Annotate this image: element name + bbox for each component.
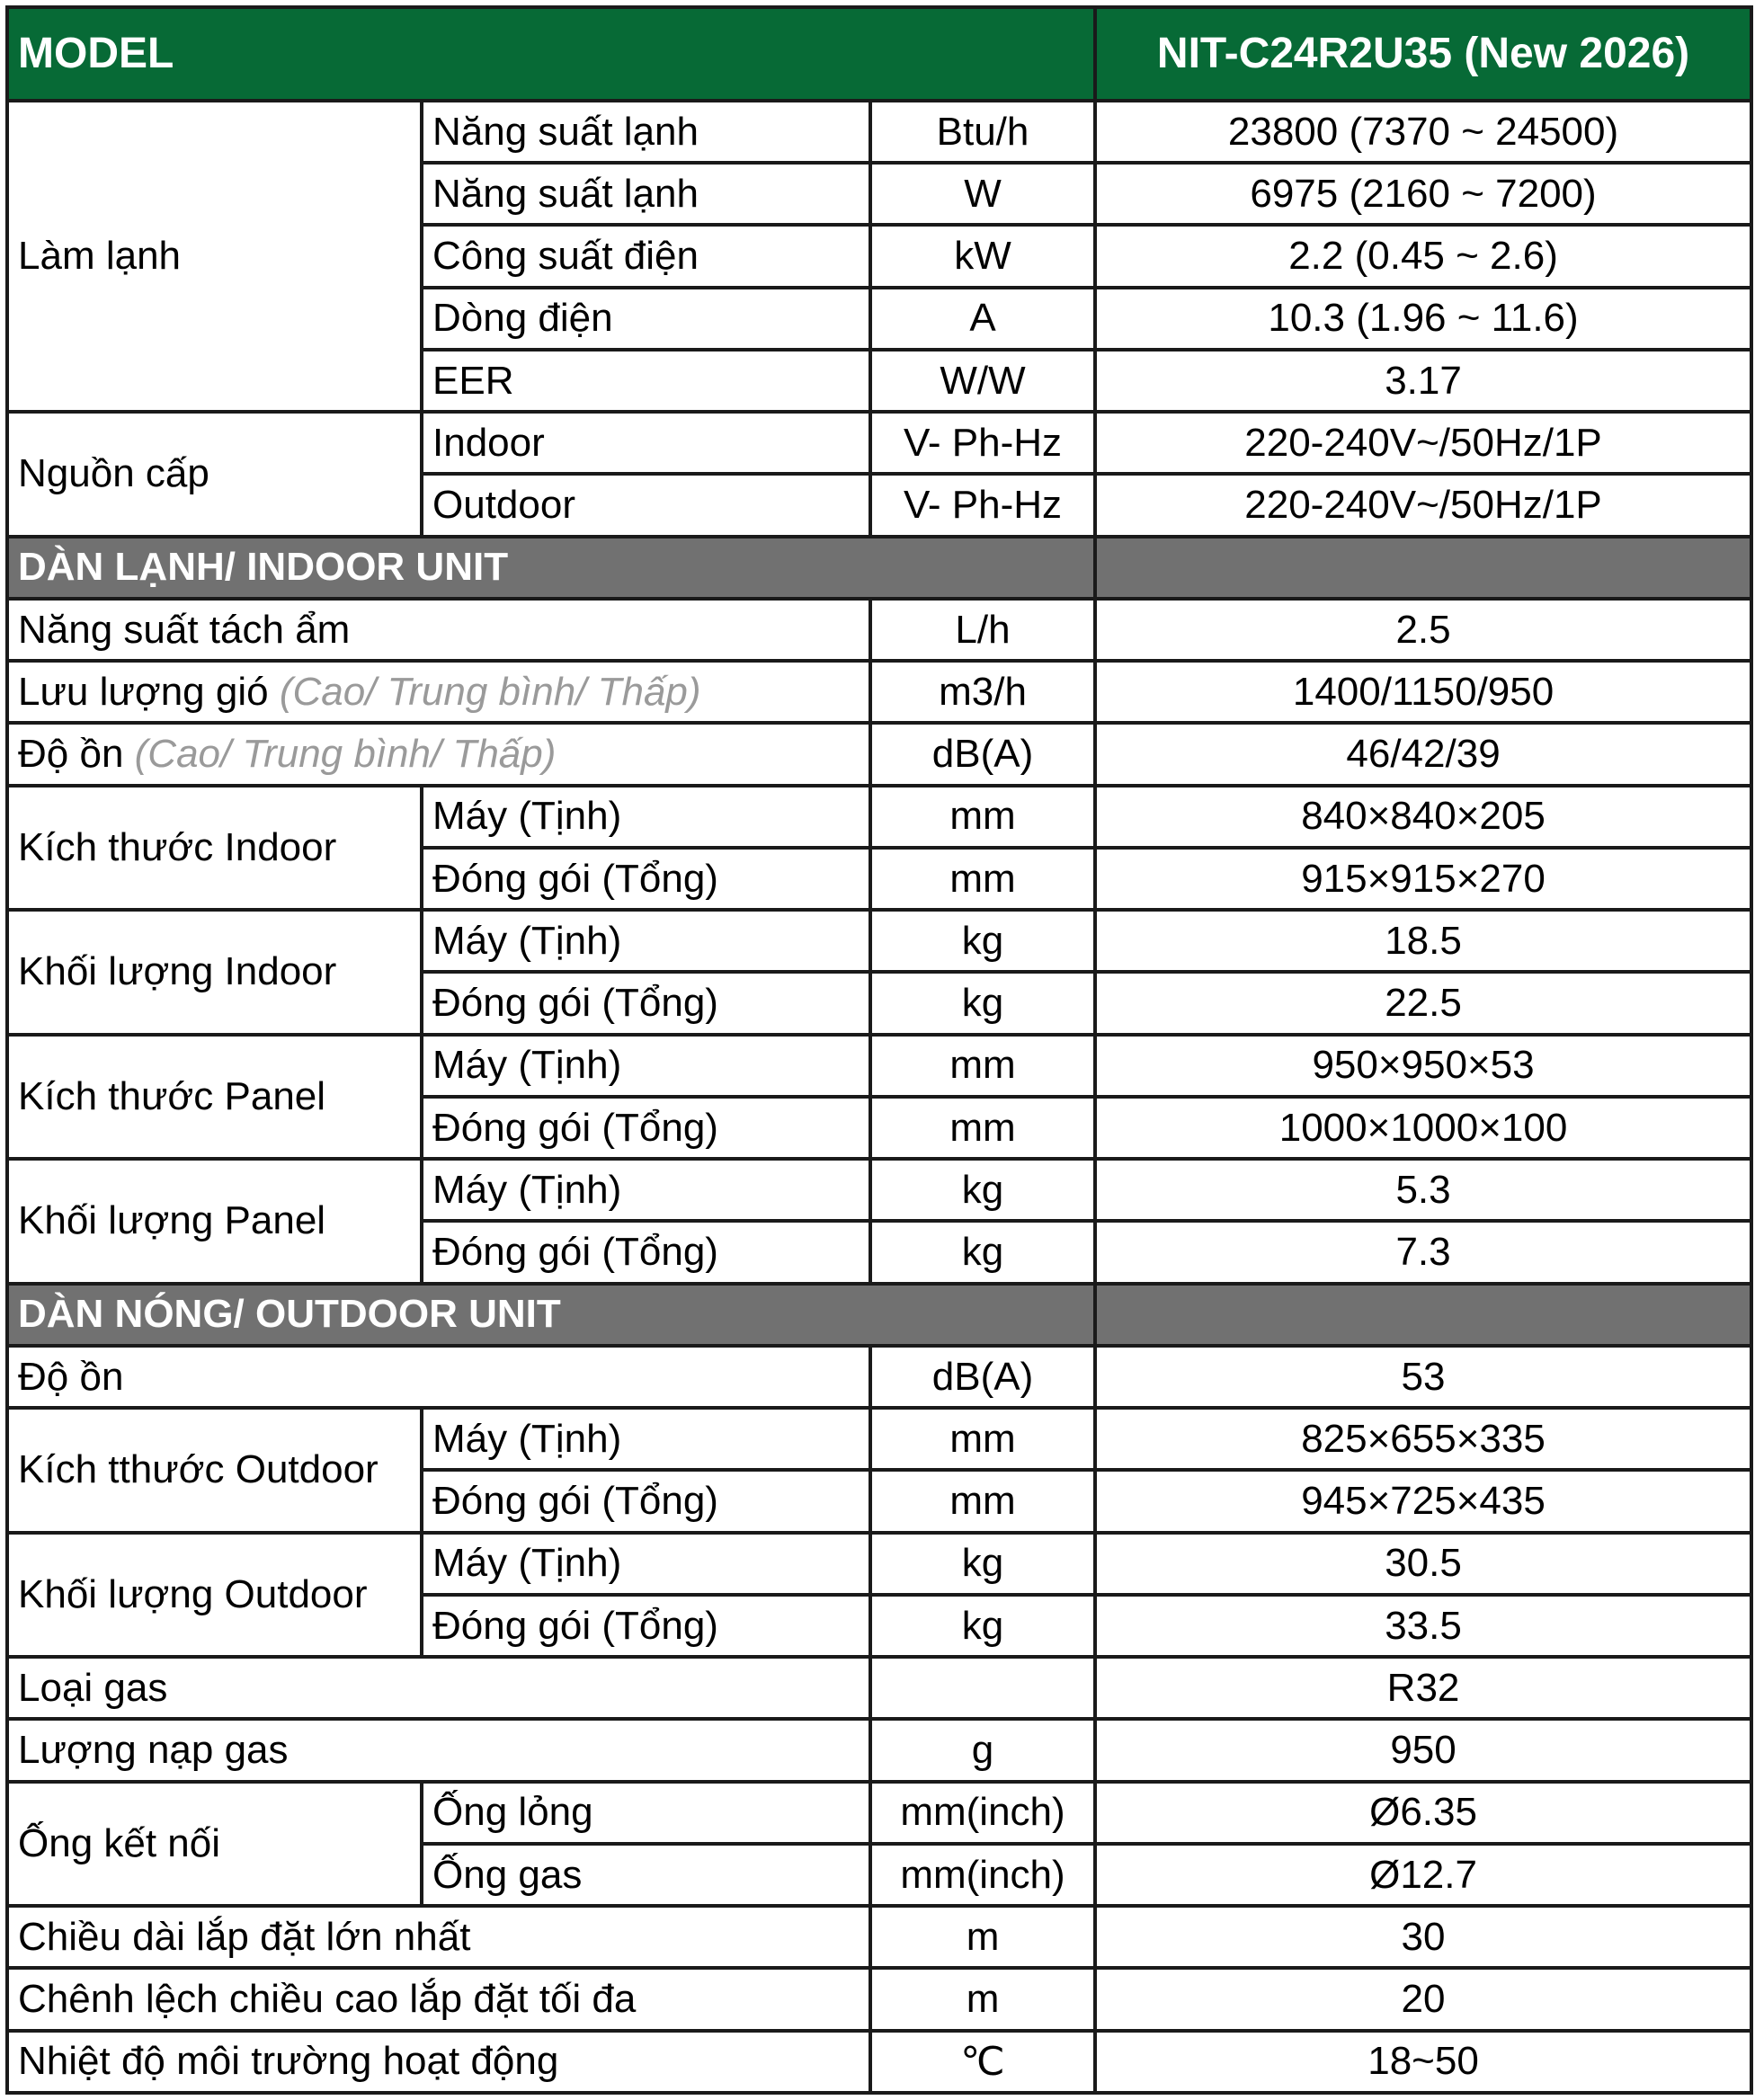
spec-value: 2.2 (0.45 ~ 2.6) (1095, 225, 1751, 287)
spec-label: EER (422, 350, 870, 412)
spec-label: Năng suất lạnh (422, 101, 870, 163)
section-blank-cell (1095, 1284, 1751, 1346)
spec-unit: kg (870, 1159, 1095, 1221)
spec-value: 18~50 (1095, 2031, 1751, 2093)
spec-row (7, 2031, 1751, 2093)
spec-value: 825×655×335 (1095, 1408, 1751, 1470)
spec-value: 5.3 (1095, 1159, 1751, 1221)
group-label-weight-indoor: Khối lượng Indoor (7, 910, 422, 1035)
spec-unit: Btu/h (870, 101, 1095, 163)
spec-label: Chênh lệch chiều cao lắp đặt tối đa (7, 1968, 870, 2030)
spec-row (7, 599, 1751, 661)
section-header-outdoor (7, 1284, 1751, 1346)
spec-value: 1400/1150/950 (1095, 661, 1751, 723)
spec-row (7, 1346, 1751, 1408)
spec-row (7, 1782, 1751, 1844)
section-header-indoor (7, 537, 1751, 599)
spec-row (7, 1968, 1751, 2030)
spec-value: 915×915×270 (1095, 848, 1751, 910)
spec-value: 18.5 (1095, 910, 1751, 972)
spec-label: Đóng gói (Tổng) (422, 848, 870, 910)
spec-row (7, 910, 1751, 972)
spec-unit: kg (870, 972, 1095, 1034)
spec-label: Đóng gói (Tổng) (422, 1470, 870, 1532)
spec-unit: mm (870, 786, 1095, 848)
spec-value: 53 (1095, 1346, 1751, 1408)
spec-label: Đóng gói (Tổng) (422, 972, 870, 1034)
spec-row (7, 1408, 1751, 1470)
group-label-size-panel: Kích thước Panel (7, 1035, 422, 1160)
spec-row (7, 1719, 1751, 1781)
spec-unit: m3/h (870, 661, 1095, 723)
spec-label: Máy (Tịnh) (422, 786, 870, 848)
spec-unit: m (870, 1968, 1095, 2030)
group-label-size-indoor: Kích thước Indoor (7, 786, 422, 911)
spec-unit (870, 1657, 1095, 1719)
spec-value: 7.3 (1095, 1221, 1751, 1283)
spec-unit: mm(inch) (870, 1782, 1095, 1844)
group-label-piping: Ống kết nối (7, 1782, 422, 1907)
spec-note: (Cao/ Trung bình/ Thấp) (279, 669, 701, 714)
spec-value: 220-240V~/50Hz/1P (1095, 474, 1751, 536)
model-label: MODEL (7, 7, 1095, 101)
spec-unit: kW (870, 225, 1095, 287)
spec-unit: kg (870, 1533, 1095, 1595)
spec-unit: mm (870, 1408, 1095, 1470)
group-label-power: Nguồn cấp (7, 412, 422, 537)
spec-label: Indoor (422, 412, 870, 474)
spec-unit: g (870, 1719, 1095, 1781)
spec-label: Máy (Tịnh) (422, 910, 870, 972)
spec-value: 945×725×435 (1095, 1470, 1751, 1532)
spec-row (7, 1533, 1751, 1595)
spec-value: 2.5 (1095, 599, 1751, 661)
spec-table (5, 5, 1753, 2095)
spec-unit: mm(inch) (870, 1844, 1095, 1906)
spec-label: Dòng điện (422, 288, 870, 350)
spec-unit: V- Ph-Hz (870, 412, 1095, 474)
spec-row (7, 723, 1751, 785)
spec-unit: mm (870, 1470, 1095, 1532)
spec-value: 30.5 (1095, 1533, 1751, 1595)
spec-unit: W (870, 163, 1095, 225)
spec-unit: ℃ (870, 2031, 1095, 2093)
spec-label: Loại gas (7, 1657, 870, 1719)
spec-note: (Cao/ Trung bình/ Thấp) (134, 732, 557, 776)
spec-unit: dB(A) (870, 1346, 1095, 1408)
model-value: NIT-C24R2U35 (New 2026) (1095, 7, 1751, 101)
spec-label: Chiều dài lắp đặt lớn nhất (7, 1906, 870, 1968)
spec-value: 950×950×53 (1095, 1035, 1751, 1097)
spec-label: Máy (Tịnh) (422, 1533, 870, 1595)
spec-value: Ø6.35 (1095, 1782, 1751, 1844)
spec-row (7, 661, 1751, 723)
spec-row (7, 1159, 1751, 1221)
spec-label: Máy (Tịnh) (422, 1035, 870, 1097)
spec-unit: L/h (870, 599, 1095, 661)
spec-row (7, 1906, 1751, 1968)
spec-unit: m (870, 1906, 1095, 1968)
spec-label: Độ ồn (18, 732, 135, 776)
spec-row (7, 412, 1751, 474)
spec-row (7, 1657, 1751, 1719)
spec-unit: W/W (870, 350, 1095, 412)
spec-label: Lưu lượng gió (18, 669, 280, 714)
spec-value: R32 (1095, 1657, 1751, 1719)
spec-value: 30 (1095, 1906, 1751, 1968)
spec-label: Đóng gói (Tổng) (422, 1221, 870, 1283)
group-label-weight-panel: Khối lượng Panel (7, 1159, 422, 1284)
spec-label: Công suất điện (422, 225, 870, 287)
spec-value: 220-240V~/50Hz/1P (1095, 412, 1751, 474)
spec-value: 20 (1095, 1968, 1751, 2030)
spec-label: Lượng nạp gas (7, 1719, 870, 1781)
spec-label: Đóng gói (Tổng) (422, 1595, 870, 1657)
model-header-row (7, 7, 1751, 101)
spec-label: Ống lỏng (422, 1782, 870, 1844)
section-blank-cell (1095, 537, 1751, 599)
group-label-cooling: Làm lạnh (7, 101, 422, 412)
group-label-weight-outdoor: Khối lượng Outdoor (7, 1533, 422, 1658)
spec-unit: mm (870, 848, 1095, 910)
spec-label-cell (7, 661, 870, 723)
spec-label: Nhiệt độ môi trường hoạt động (7, 2031, 870, 2093)
spec-unit: V- Ph-Hz (870, 474, 1095, 536)
spec-label: Máy (Tịnh) (422, 1408, 870, 1470)
spec-label: Máy (Tịnh) (422, 1159, 870, 1221)
spec-unit: kg (870, 1221, 1095, 1283)
spec-label: Đóng gói (Tổng) (422, 1097, 870, 1159)
spec-row (7, 1035, 1751, 1097)
spec-label: Độ ồn (7, 1346, 870, 1408)
spec-unit: dB(A) (870, 723, 1095, 785)
spec-row (7, 786, 1751, 848)
spec-row (7, 101, 1751, 163)
spec-value: 33.5 (1095, 1595, 1751, 1657)
spec-unit: A (870, 288, 1095, 350)
spec-value: 840×840×205 (1095, 786, 1751, 848)
spec-value: 10.3 (1.96 ~ 11.6) (1095, 288, 1751, 350)
spec-value: 3.17 (1095, 350, 1751, 412)
section-title-indoor: DÀN LẠNH/ INDOOR UNIT (7, 537, 1095, 599)
spec-unit: kg (870, 910, 1095, 972)
spec-label: Ống gas (422, 1844, 870, 1906)
spec-value: 950 (1095, 1719, 1751, 1781)
spec-unit: mm (870, 1097, 1095, 1159)
spec-value: 23800 (7370 ~ 24500) (1095, 101, 1751, 163)
spec-label: Năng suất lạnh (422, 163, 870, 225)
spec-value: Ø12.7 (1095, 1844, 1751, 1906)
group-label-size-outdoor: Kích tthước Outdoor (7, 1408, 422, 1533)
spec-label: Năng suất tách ẩm (7, 599, 870, 661)
spec-label: Outdoor (422, 474, 870, 536)
spec-value: 22.5 (1095, 972, 1751, 1034)
spec-value: 46/42/39 (1095, 723, 1751, 785)
spec-unit: kg (870, 1595, 1095, 1657)
spec-value: 1000×1000×100 (1095, 1097, 1751, 1159)
spec-unit: mm (870, 1035, 1095, 1097)
spec-label-cell (7, 723, 870, 785)
spec-value: 6975 (2160 ~ 7200) (1095, 163, 1751, 225)
section-title-outdoor: DÀN NÓNG/ OUTDOOR UNIT (7, 1284, 1095, 1346)
